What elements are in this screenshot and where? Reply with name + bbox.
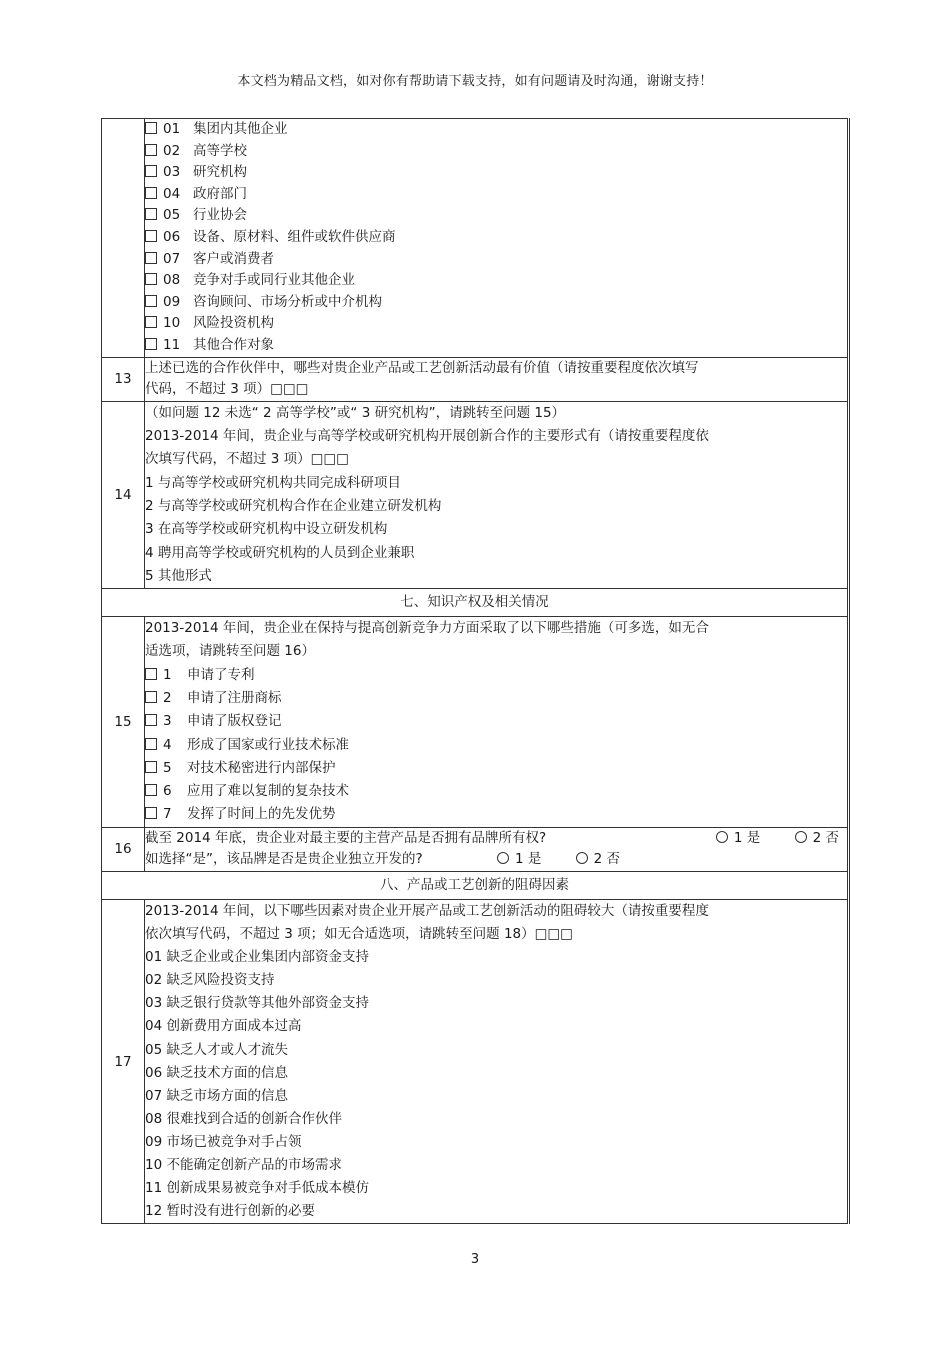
question-number: 13 — [102, 357, 145, 401]
q16-row — [102, 827, 849, 871]
checkbox-option[interactable]: 4 形成了国家或行业技术标准 — [145, 734, 847, 757]
question-text: 截至 2014 年底，贵企业对最主要的主营产品是否拥有品牌所有权? — [145, 829, 547, 846]
answer-option: 05 缺乏人才或人才流失 — [145, 1041, 288, 1058]
q13-content — [145, 357, 849, 401]
question-text: 代码，不超过 3 项）□□□ — [145, 381, 309, 398]
checkbox-icon[interactable] — [145, 338, 157, 350]
radio-option-no[interactable]: 2 否 — [795, 830, 839, 846]
question-text: 次填写代码，不超过 3 项）□□□ — [145, 451, 349, 468]
checkbox-icon[interactable] — [145, 668, 157, 680]
q12-number-cell — [102, 119, 145, 358]
radio-option-yes[interactable]: 1 是 — [497, 851, 541, 867]
checkbox-icon[interactable] — [145, 691, 157, 703]
q12-row — [102, 119, 849, 358]
section-7-row — [102, 589, 849, 617]
question-number: 16 — [102, 827, 145, 871]
radio-option-yes[interactable]: 1 是 — [716, 830, 760, 846]
question-text: 上述已选的合作伙伴中，哪些对贵企业产品或工艺创新活动最有价值（请按重要程度依次填写 — [145, 359, 699, 376]
q14-row — [102, 401, 849, 588]
radio-icon[interactable] — [497, 852, 509, 864]
answer-option: 3 在高等学校或研究机构中设立研发机构 — [145, 521, 388, 538]
question-number: 15 — [102, 617, 145, 828]
checkbox-option[interactable]: 5 对技术秘密进行内部保护 — [145, 757, 847, 780]
question-text: 2013-2014 年间，贵企业与高等学校或研究机构开展创新合作的主要形式有（请按重要程度依 — [145, 428, 709, 445]
radio-icon[interactable] — [576, 852, 588, 864]
q12-options — [145, 119, 849, 358]
checkbox-icon[interactable] — [145, 738, 157, 750]
checkbox-option[interactable]: 01 集团内其他企业 — [145, 119, 847, 141]
checkbox-option[interactable]: 03 研究机构 — [145, 162, 847, 184]
q15-row — [102, 617, 849, 828]
q16-content — [145, 827, 849, 871]
question-text: 适选项，请跳转至问题 16） — [145, 643, 315, 660]
checkbox-option[interactable]: 08 竞争对手或同行业其他企业 — [145, 270, 847, 292]
answer-option: 09 市场已被竞争对手占领 — [145, 1133, 302, 1150]
radio-icon[interactable] — [716, 831, 728, 843]
answer-option: 5 其他形式 — [145, 567, 212, 584]
answer-option: 04 创新费用方面成本过高 — [145, 1018, 302, 1035]
checkbox-option[interactable]: 11 其他合作对象 — [145, 335, 847, 357]
q15-content — [145, 617, 849, 828]
question-text: 2013-2014 年间，以下哪些因素对贵企业开展产品或工艺创新活动的阻碍较大（请按重要程度 — [145, 902, 709, 919]
answer-option: 07 缺乏市场方面的信息 — [145, 1087, 288, 1104]
checkbox-icon[interactable] — [145, 273, 157, 285]
section-8-row — [102, 871, 849, 899]
q17-content — [145, 899, 849, 1223]
section-heading: 八、产品或工艺创新的阻碍因素 — [102, 871, 849, 899]
q17-row — [102, 899, 849, 1223]
checkbox-option[interactable]: 2 申请了注册商标 — [145, 687, 847, 710]
checkbox-icon[interactable] — [145, 208, 157, 220]
checkbox-icon[interactable] — [145, 122, 157, 134]
answer-option: 06 缺乏技术方面的信息 — [145, 1064, 288, 1081]
survey-table — [101, 118, 850, 1224]
checkbox-option[interactable]: 1 申请了专利 — [145, 664, 847, 687]
checkbox-icon[interactable] — [145, 784, 157, 796]
question-text: 2013-2014 年间，贵企业在保持与提高创新竞争力方面采取了以下哪些措施（可多选，如无合 — [145, 620, 709, 637]
checkbox-option[interactable]: 6 应用了难以复制的复杂技术 — [145, 780, 847, 803]
checkbox-option[interactable]: 7 发挥了时间上的先发优势 — [145, 803, 847, 826]
checkbox-icon[interactable] — [145, 807, 157, 819]
radio-option-no[interactable]: 2 否 — [576, 851, 620, 867]
checkbox-icon[interactable] — [145, 187, 157, 199]
q14-content — [145, 401, 849, 588]
checkbox-icon[interactable] — [145, 230, 157, 242]
page-number: 3 — [470, 1252, 480, 1267]
q13-row — [102, 357, 849, 401]
question-text: （如问题 12 未选“ 2 高等学校”或“ 3 研究机构”，请跳转至问题 15） — [145, 404, 566, 421]
checkbox-icon[interactable] — [145, 761, 157, 773]
checkbox-icon[interactable] — [145, 714, 157, 726]
checkbox-option[interactable]: 05 行业协会 — [145, 205, 847, 227]
brand-independent-question — [145, 849, 847, 871]
checkbox-option[interactable]: 04 政府部门 — [145, 184, 847, 206]
answer-option: 12 暂时没有进行创新的必要 — [145, 1203, 315, 1220]
checkbox-option[interactable]: 06 设备、原材料、组件或软件供应商 — [145, 227, 847, 249]
answer-option: 2 与高等学校或研究机构合作在企业建立研发机构 — [145, 497, 442, 514]
checkbox-option[interactable]: 07 客户或消费者 — [145, 249, 847, 271]
checkbox-option[interactable]: 02 高等学校 — [145, 141, 847, 163]
answer-option: 1 与高等学校或研究机构共同完成科研项目 — [145, 474, 401, 491]
answer-option: 08 很难找到合适的创新合作伙伴 — [145, 1110, 342, 1127]
checkbox-icon[interactable] — [145, 295, 157, 307]
answer-option: 02 缺乏风险投资支持 — [145, 972, 275, 989]
header-note: 本文档为精品文档，如对你有帮助请下载支持，如有问题请及时沟通，谢谢支持！ — [237, 74, 713, 89]
checkbox-option[interactable]: 3 申请了版权登记 — [145, 710, 847, 733]
answer-option: 03 缺乏银行贷款等其他外部资金支持 — [145, 995, 369, 1012]
answer-option: 01 缺乏企业或企业集团内部资金支持 — [145, 949, 369, 966]
question-text: 如选择“是”，该品牌是否是贵企业独立开发的? — [145, 851, 423, 868]
question-number: 14 — [102, 401, 145, 588]
question-text: 依次填写代码，不超过 3 项；如无合适选项，请跳转至问题 18）□□□ — [145, 926, 573, 943]
answer-option: 11 创新成果易被竞争对手低成本模仿 — [145, 1180, 369, 1197]
brand-ownership-question — [145, 828, 847, 850]
checkbox-icon[interactable] — [145, 165, 157, 177]
checkbox-option[interactable]: 09 咨询顾问、市场分析或中介机构 — [145, 292, 847, 314]
radio-icon[interactable] — [795, 831, 807, 843]
checkbox-icon[interactable] — [145, 144, 157, 156]
answer-option: 4 聘用高等学校或研究机构的人员到企业兼职 — [145, 544, 415, 561]
question-number: 17 — [102, 899, 145, 1223]
checkbox-icon[interactable] — [145, 316, 157, 328]
answer-option: 10 不能确定创新产品的市场需求 — [145, 1156, 342, 1173]
section-heading: 七、知识产权及相关情况 — [102, 589, 849, 617]
checkbox-icon[interactable] — [145, 252, 157, 264]
checkbox-option[interactable]: 10 风险投资机构 — [145, 313, 847, 335]
